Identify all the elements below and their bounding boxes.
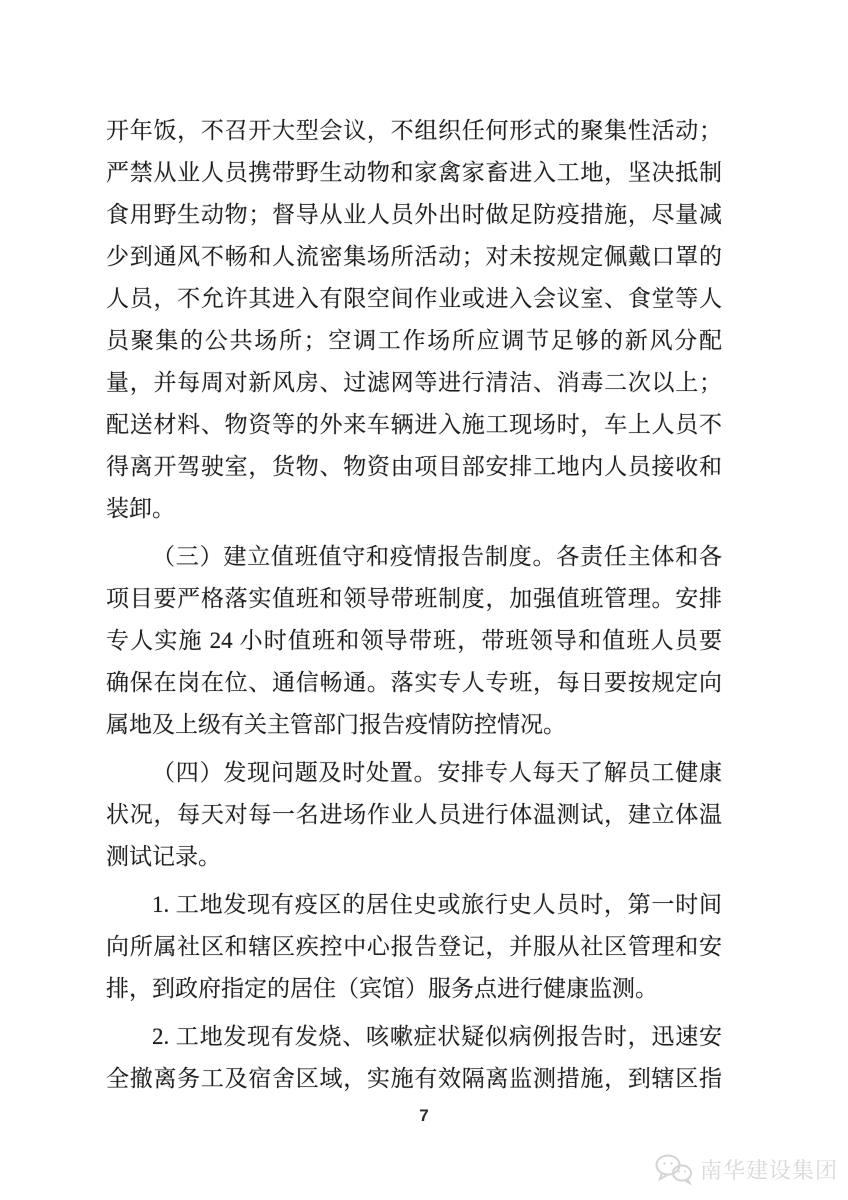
paragraph (106, 752, 722, 878)
text-line: 状况，每天对每一名进场作业人员进行体温测试，建立体温 (106, 802, 722, 827)
page-number: 7 (419, 1106, 429, 1125)
text-line: 开年饭，不召开大型会议，不组织任何形式的聚集性活动； (106, 118, 722, 143)
watermark (654, 1148, 838, 1190)
text-line: 严禁从业人员携带野生动物和家禽家畜进入工地，坚决抵制 (106, 160, 722, 185)
text-line: 食用野生动物；督导从业人员外出时做足防疫措施，尽量减 (106, 202, 722, 227)
text-line: 排，到政府指定的居住（宾馆）服务点进行健康监测。 (106, 976, 658, 1001)
text-line: 2. 工地发现有发烧、咳嗽症状疑似病例报告时，迅速安 (152, 1024, 722, 1049)
watermark-label: 南华建设集团 (700, 1157, 839, 1183)
text-line: 员聚集的公共场所；空调工作场所应调节足够的新风分配 (106, 328, 722, 353)
paragraph (106, 1016, 722, 1100)
paragraph (106, 884, 722, 1010)
text-block (106, 110, 722, 1106)
paragraph (106, 110, 722, 530)
text-line: 专人实施 24 小时值班和领导带班，带班领导和值班人员要 (106, 628, 722, 653)
text-line: 确保在岗在位、通信畅通。落实专人专班，每日要按规定向 (106, 670, 722, 695)
text-line: 1. 工地发现有疫区的居住史或旅行史人员时，第一时间 (152, 892, 722, 917)
text-line: 属地及上级有关主管部门报告疫情防控情况。 (106, 712, 566, 737)
text-line: 量，并每周对新风房、过滤网等进行清洁、消毒二次以上； (106, 370, 722, 395)
text-line: 全撤离务工及宿舍区域，实施有效隔离监测措施，到辖区指 (106, 1066, 722, 1091)
text-line: （四）发现问题及时处置。安排专人每天了解员工健康 (152, 760, 722, 785)
text-line: 配送材料、物资等的外来车辆进入施工现场时，车上人员不 (106, 412, 722, 437)
paragraph (106, 536, 722, 746)
text-line: 向所属社区和辖区疾控中心报告登记，并服从社区管理和安 (106, 934, 722, 959)
text-line: 项目要严格落实值班和领导带班制度，加强值班管理。安排 (106, 586, 722, 611)
text-line: 得离开驾驶室，货物、物资由项目部安排工地内人员接收和 (106, 454, 722, 479)
text-line: （三）建立值班值守和疫情报告制度。各责任主体和各 (152, 544, 722, 569)
text-line: 装卸。 (106, 496, 175, 521)
text-line: 少到通风不畅和人流密集场所活动；对未按规定佩戴口罩的 (106, 244, 722, 269)
wechat-icon (654, 1152, 694, 1186)
text-line: 测试记录。 (106, 844, 221, 869)
text-line: 人员，不允许其进入有限空间作业或进入会议室、食堂等人 (106, 286, 722, 311)
